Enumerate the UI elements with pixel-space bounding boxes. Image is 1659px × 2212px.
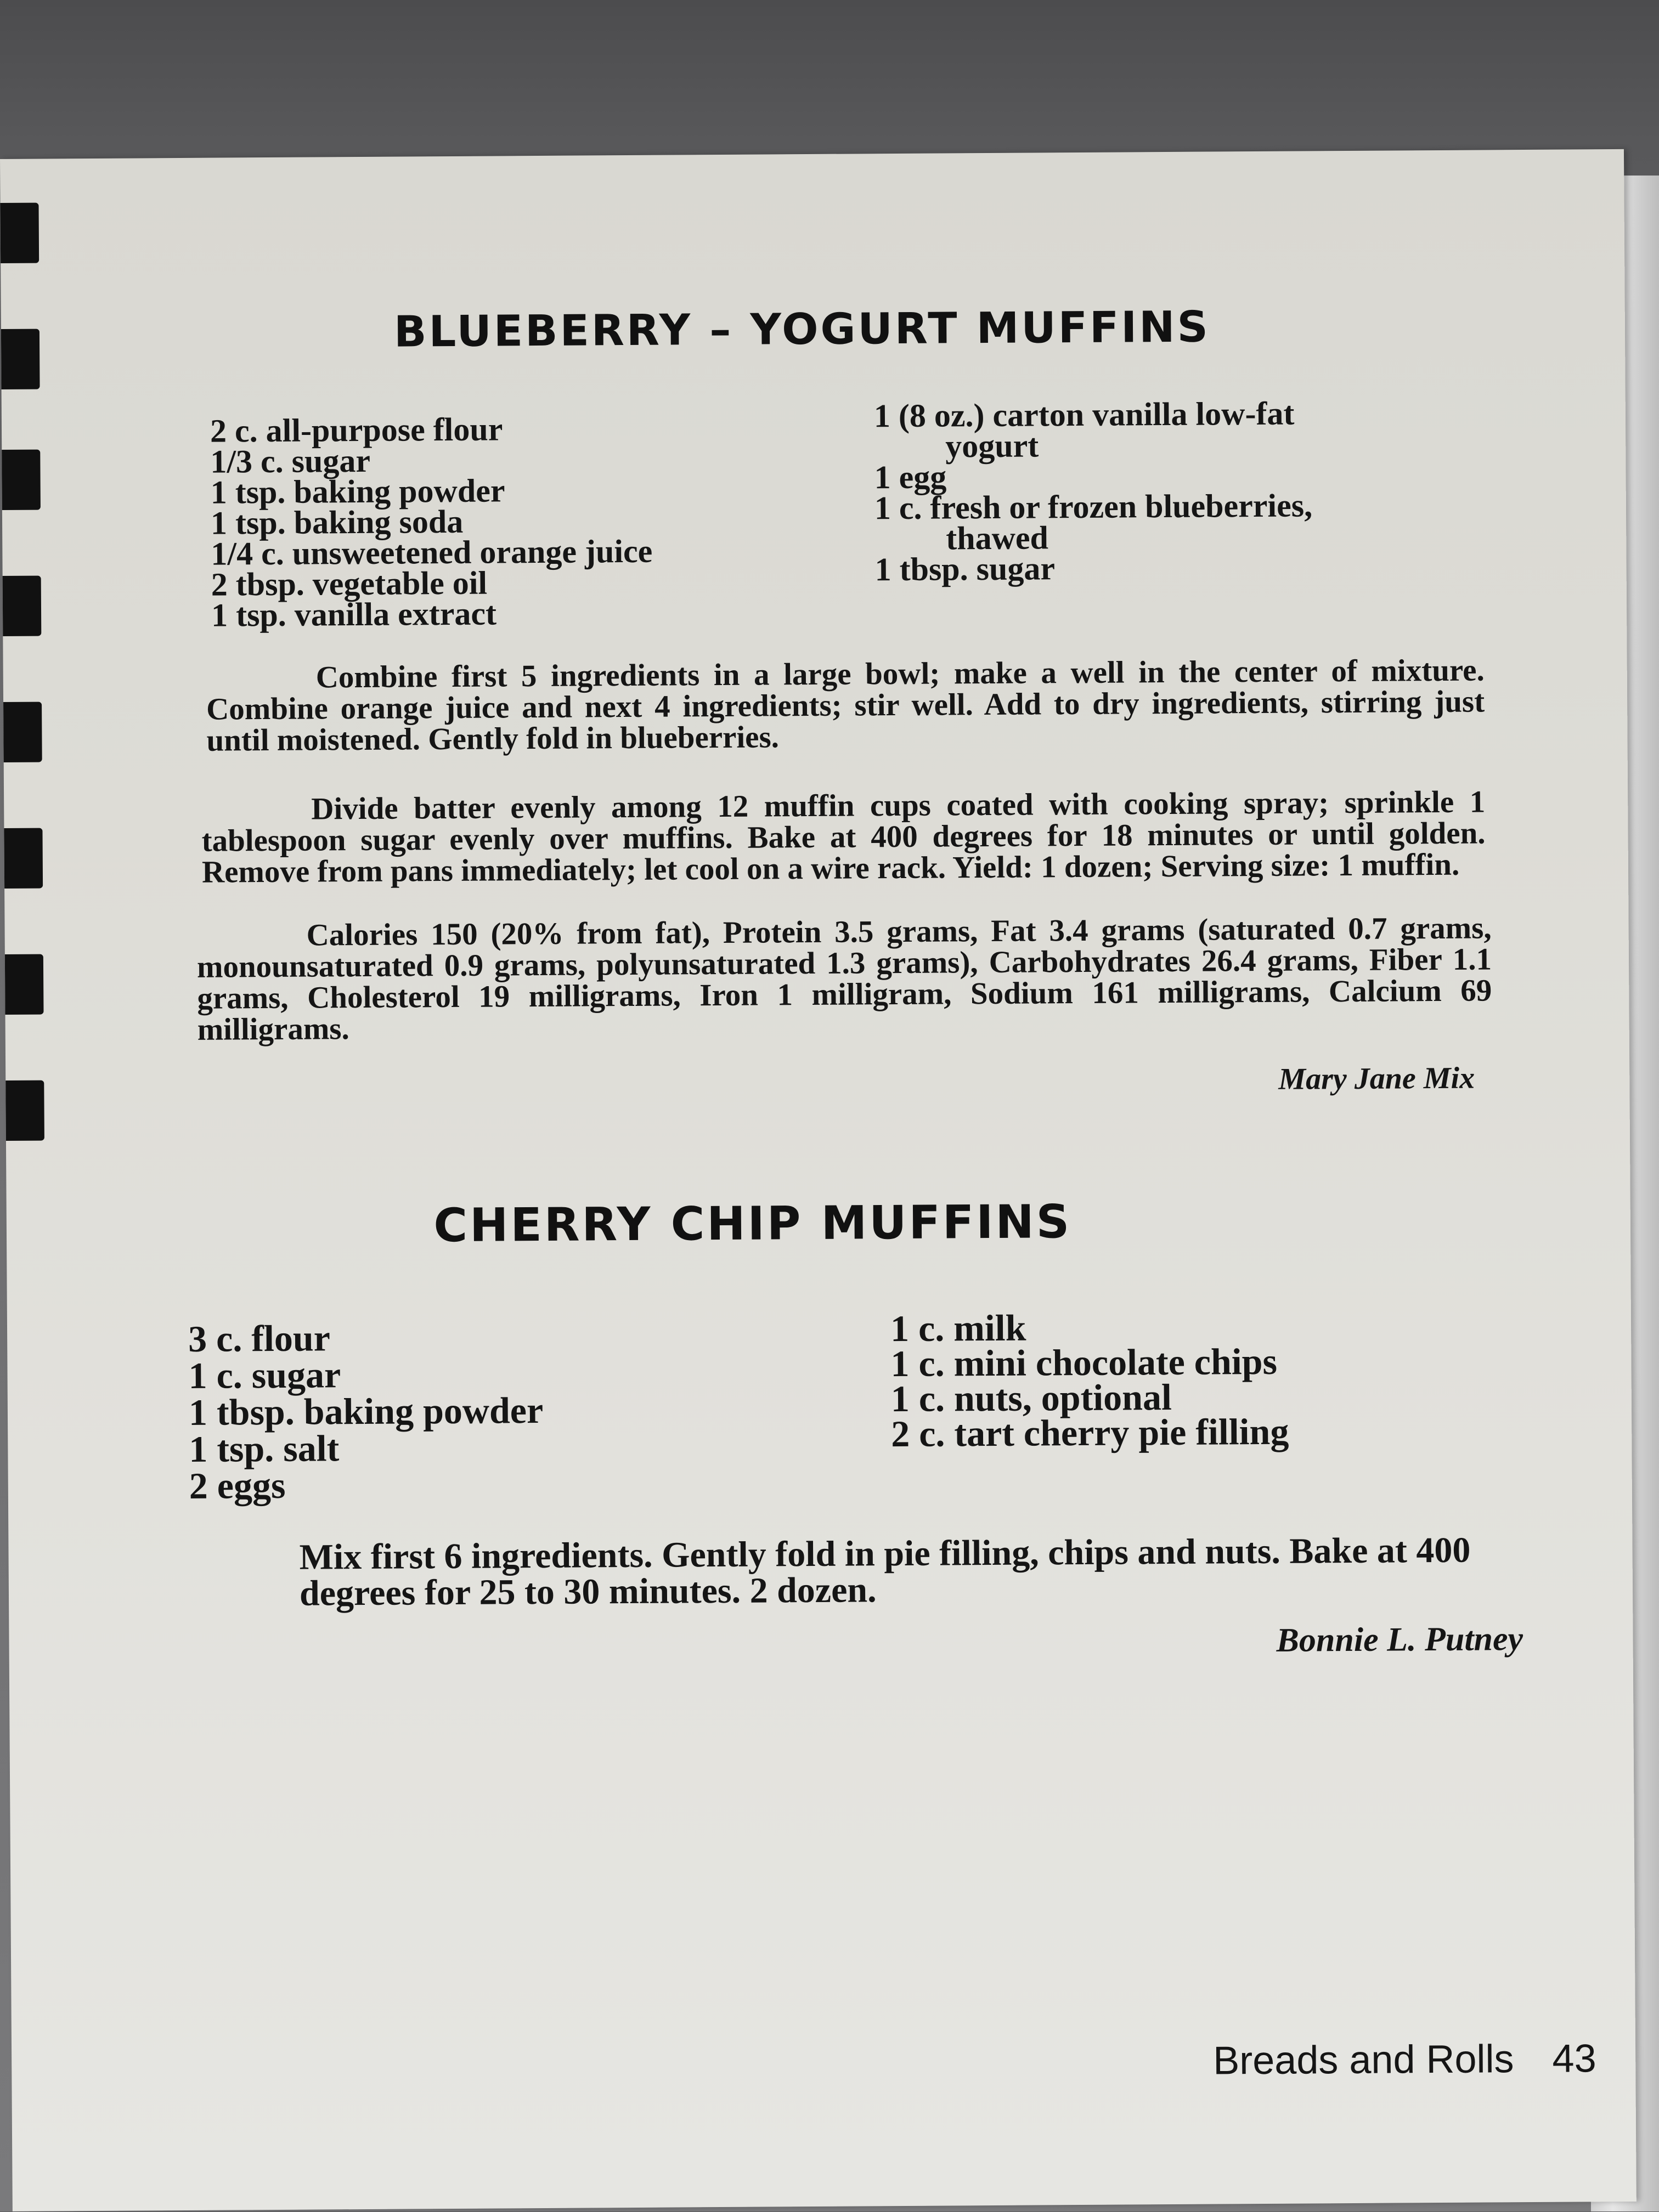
ingredient-continuation: thawed <box>946 519 1049 557</box>
ingredient: 1 tsp. vanilla extract <box>211 595 497 633</box>
binding-ring <box>4 828 43 889</box>
ingredient: 1 c. fresh or frozen blueberries, <box>874 487 1313 527</box>
ingredient-list <box>210 413 653 631</box>
binding-ring <box>3 576 42 636</box>
ingredient: 1/3 c. sugar <box>210 442 371 480</box>
ingredient: 2 eggs <box>189 1464 286 1507</box>
ingredient: 1 c. mini chocolate chips <box>890 1340 1278 1385</box>
section-name: Breads and Rolls <box>1212 2037 1514 2083</box>
ingredient: 1 tsp. baking soda <box>210 503 464 541</box>
cookbook-page <box>0 149 1637 2211</box>
ingredient-list <box>873 395 1313 588</box>
ingredient: 1 c. nuts, optional <box>890 1376 1172 1420</box>
binding-ring <box>5 1080 44 1141</box>
ingredient: 2 c. all-purpose flour <box>210 411 503 449</box>
ingredient: 1 tbsp. baking powder <box>188 1389 544 1433</box>
nutrition-paragraph: Calories 150 (20% from fat), Protein 3.5 grams, Fat 3.4 grams (saturated 0.7 grams, monounsaturated 0.9 grams, polyunsaturated 1.3 grams), Carbohydrates 26.4 grams, Fiber 1.1 grams, Cholesterol 19 milligrams, Iron 1 milligram, Sodium 161 milligrams, Calcium 69 milligrams. <box>196 910 1492 1047</box>
recipe-title: BLUEBERRY – YOGURT MUFFINS <box>393 302 1211 357</box>
ingredient: 1/4 c. unsweetened orange juice <box>211 533 653 572</box>
ingredient: 1 c. sugar <box>188 1354 341 1396</box>
ingredient: 2 tbsp. vegetable oil <box>211 564 488 603</box>
ingredient-list <box>188 1317 544 1507</box>
ingredient: 1 egg <box>874 459 947 496</box>
recipe-author: Bonnie L. Putney <box>1276 1620 1523 1659</box>
binding-ring <box>0 203 39 263</box>
ingredient-list <box>890 1306 1289 1455</box>
ingredient: 1 tbsp. sugar <box>874 550 1056 588</box>
ingredient-continuation: yogurt <box>945 427 1039 465</box>
directions-paragraph: Divide batter evenly among 12 muffin cups coated with cooking spray; sprinkle 1 tablespoon sugar evenly over muffins. Bake at 400 degrees for 18 minutes or until golden. Remove from pans immediately; let cool on a wire rack. Yield: 1 dozen; Serving size: 1 muffin. <box>201 784 1486 890</box>
recipe-title: CHERRY CHIP MUFFINS <box>433 1195 1072 1253</box>
ingredient: 3 c. flour <box>188 1317 331 1360</box>
ingredient: 2 c. tart cherry pie filling <box>890 1410 1289 1455</box>
binding-ring <box>3 702 42 762</box>
ingredient: 1 c. milk <box>890 1306 1026 1350</box>
binding-ring <box>2 450 41 510</box>
page-footer <box>1213 2036 1596 2083</box>
ingredient: 1 tsp. baking powder <box>210 472 505 511</box>
directions-paragraph: Combine first 5 ingredients in a large bowl; make a well in the center of mixture. Combine orange juice and next 4 ingredients; stir well. Add to dry ingredients, stirring just until moistened. Gently fold in blueberries. <box>206 653 1485 758</box>
page-number: 43 <box>1552 2036 1596 2081</box>
recipe-author: Mary Jane Mix <box>1278 1061 1475 1096</box>
binding-ring <box>5 954 44 1015</box>
ingredient: 1 (8 oz.) carton vanilla low-fat <box>873 395 1295 434</box>
directions-paragraph: Mix first 6 ingredients. Gently fold in pie filling, chips and nuts. Bake at 400 degrees for 25 to 30 minutes. 2 dozen. <box>299 1530 1471 1614</box>
ingredient: 1 tsp. salt <box>189 1427 340 1470</box>
